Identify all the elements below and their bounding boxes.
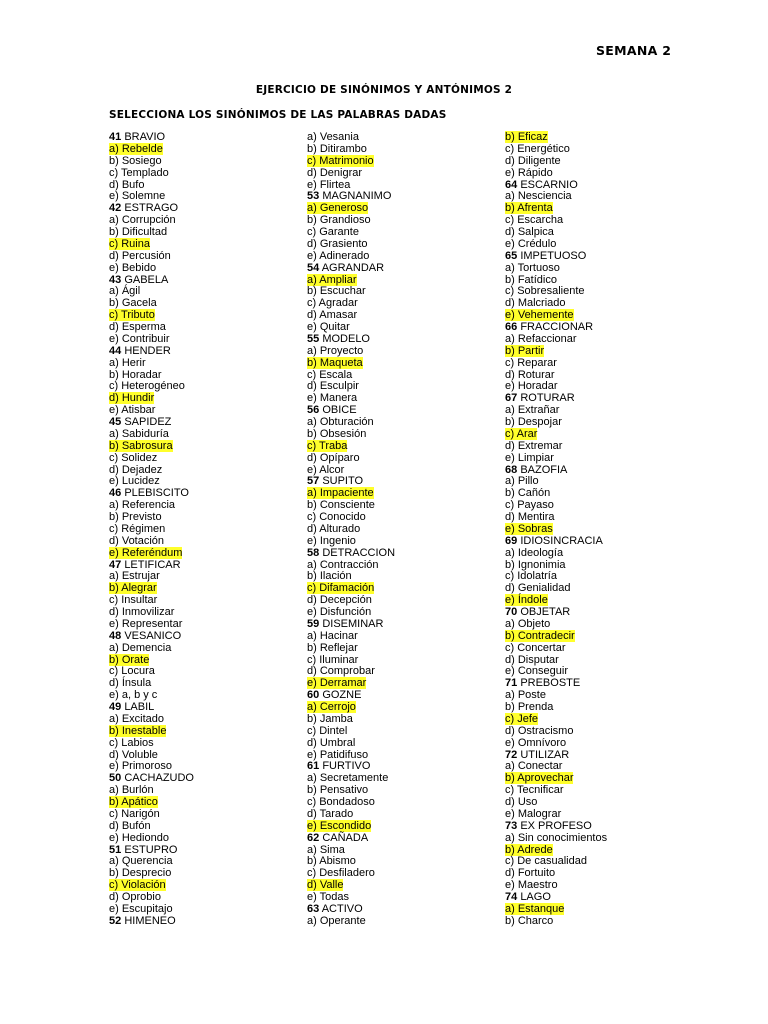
question-number: 41 [109, 131, 122, 143]
option-text: d) Denigrar [307, 166, 363, 179]
question-number: 73 [505, 819, 518, 832]
option-text: c) Escarcha [505, 214, 564, 227]
option-text: d) Roturar [505, 368, 555, 381]
option-text: a) Estanque [505, 902, 565, 915]
option-text: c) Garante [307, 226, 359, 238]
question-word: OBICE [322, 404, 357, 417]
question-heading [307, 263, 395, 275]
question-number: 67 [505, 392, 518, 405]
option-text: e) Todas [307, 891, 349, 903]
answer-option [109, 714, 194, 726]
option-text: b) Adrede [505, 843, 553, 856]
option-text: b) Fatídico [505, 273, 557, 286]
option-text: b) Jamba [307, 712, 353, 725]
option-text: a) Proyecto [307, 344, 364, 357]
question-number: 57 [307, 475, 320, 488]
question-number: 72 [505, 748, 518, 761]
option-text: a) Demencia [109, 641, 172, 654]
option-text: a) Operante [307, 914, 366, 927]
option-text: e) Limpiar [505, 451, 554, 464]
option-text: b) Partir [505, 344, 545, 357]
option-text: b) Charco [505, 914, 554, 927]
option-text: a) Ideología [505, 546, 564, 559]
option-text: d) Percusión [109, 249, 171, 262]
option-text: d) Inmovilizar [109, 606, 175, 618]
question-word: GABELA [124, 273, 169, 286]
answer-option [307, 916, 395, 928]
option-text: c) Agradar [307, 297, 358, 310]
question-number: 46 [109, 487, 122, 500]
option-text: e) Patidifuso [307, 748, 369, 761]
question-word: ESTRAGO [124, 202, 179, 215]
question-word: SAPIDEZ [124, 416, 172, 428]
question-number: 71 [505, 677, 518, 690]
option-text: c) De casualidad [505, 855, 587, 868]
option-text: c) Payaso [505, 499, 554, 512]
option-text: b) Orate [109, 653, 150, 666]
option-text: d) Umbral [307, 736, 356, 749]
option-text: a) Secretamente [307, 772, 389, 785]
question-number: 53 [307, 190, 320, 203]
option-text: e) Sobras [505, 522, 553, 535]
answer-option [307, 144, 395, 156]
question-number: 52 [109, 914, 122, 927]
question-number: 65 [505, 249, 518, 262]
answer-option [505, 916, 607, 928]
option-text: e) a, b y c [109, 689, 158, 702]
option-text: b) Ignonimia [505, 558, 566, 571]
question-word: SUPITO [322, 475, 364, 488]
option-text: e) Omnívoro [505, 736, 567, 749]
option-text: e) Disfunción [307, 606, 372, 618]
option-text: b) Contradecir [505, 629, 575, 642]
option-text: a) Nesciencia [505, 190, 572, 203]
option-text: b) Aprovechar [505, 772, 574, 785]
option-text: c) Insultar [109, 594, 158, 607]
option-text: b) Maqueta [307, 356, 363, 369]
option-text: b) Cañón [505, 487, 551, 500]
option-text: d) Comprobar [307, 665, 375, 678]
option-text: b) Gacela [109, 297, 157, 310]
option-text: c) Régimen [109, 522, 166, 535]
option-text: d) Valle [307, 879, 344, 892]
option-text: d) Disputar [505, 653, 559, 666]
question-word: PLEBISCITO [124, 487, 189, 500]
worksheet-title: EJERCICIO DE SINÓNIMOS Y ANTÓNIMOS 2 [255, 84, 513, 96]
option-text: b) Consciente [307, 499, 375, 512]
option-text: a) Objeto [505, 617, 551, 630]
question-word: VESANICO [124, 629, 182, 642]
question-word: ACTIVO [321, 902, 363, 915]
question-number: 59 [307, 617, 320, 630]
option-text: e) Horadar [505, 380, 558, 393]
option-text: a) Corrupción [109, 214, 176, 227]
option-text: e) Escondido [307, 819, 372, 832]
week-label: SEMANA 2 [596, 43, 672, 58]
question-number: 61 [307, 760, 320, 773]
option-text: d) Bufón [109, 819, 151, 832]
question-number: 51 [109, 843, 122, 856]
option-text: b) Ditirambo [307, 142, 367, 155]
option-text: c) Labios [109, 736, 154, 749]
option-text: a) Ágil [109, 285, 141, 298]
question-word: EX PROFESO [520, 819, 592, 832]
answer-option [109, 429, 194, 441]
question-number: 47 [109, 558, 122, 571]
question-word: MODELO [322, 332, 370, 345]
question-number: 48 [109, 629, 122, 642]
answer-option [109, 643, 194, 655]
option-text: d) Salpica [505, 226, 554, 238]
question-word: HIMENEO [124, 914, 176, 927]
instruction-heading: SELECCIONA LOS SINÓNIMOS DE LAS PALABRAS DADAS [109, 109, 447, 121]
option-text: e) Maestro [505, 879, 558, 892]
question-word: DISEMINAR [322, 617, 384, 630]
option-text: e) Índole [505, 594, 548, 607]
option-text: d) Oprobio [109, 891, 161, 903]
option-text: c) Bondadoso [307, 796, 375, 808]
question-word: UTILIZAR [520, 748, 570, 761]
option-text: e) Manera [307, 392, 358, 405]
option-text: d) Votación [109, 534, 165, 547]
option-text: c) Ruina [109, 237, 150, 250]
option-text: e) Referéndum [109, 546, 183, 559]
option-text: e) Alcor [307, 463, 345, 476]
answer-option [307, 346, 395, 358]
option-text: d) Decepción [307, 594, 372, 607]
option-text: e) Adinerado [307, 249, 370, 262]
option-text: a) Generoso [307, 202, 369, 215]
option-text: b) Eficaz [505, 131, 548, 143]
option-text: c) Locura [109, 665, 155, 678]
question-number: 55 [307, 332, 320, 345]
option-text: c) Conocido [307, 511, 366, 523]
option-text: c) Sobresaliente [505, 285, 585, 298]
question-word: CACHAZUDO [124, 772, 194, 785]
option-text: d) Voluble [109, 748, 158, 761]
option-text: a) Estrujar [109, 570, 160, 583]
question-number: 45 [109, 416, 122, 428]
option-text: e) Quitar [307, 321, 350, 333]
option-text: c) Traba [307, 439, 348, 452]
option-text: b) Grandioso [307, 214, 371, 227]
question-word: IDIOSINCRACIA [520, 534, 603, 547]
question-word: CAÑADA [322, 831, 369, 844]
option-text: a) Hacinar [307, 629, 358, 642]
option-text: a) Ampliar [307, 273, 357, 286]
question-word: ESCARNIO [520, 178, 578, 191]
option-text: e) Atisbar [109, 404, 156, 417]
question-number: 50 [109, 772, 122, 785]
option-text: e) Malograr [505, 807, 562, 820]
option-text: e) Escupitajo [109, 902, 173, 915]
option-text: c) Tecnificar [505, 784, 564, 797]
answer-option [505, 619, 607, 631]
option-text: a) Contracción [307, 558, 379, 571]
option-text: b) Inestable [109, 724, 167, 737]
question-number: 60 [307, 689, 320, 702]
option-text: d) Amasar [307, 309, 358, 322]
question-number: 68 [505, 463, 518, 476]
option-text: a) Sima [307, 843, 345, 856]
option-text: a) Obturación [307, 416, 374, 428]
option-text: d) Bufo [109, 178, 145, 191]
option-text: b) Sabrosura [109, 439, 173, 452]
option-text: a) Burlón [109, 784, 154, 797]
question-number: 58 [307, 546, 320, 559]
question-word: LABIL [124, 701, 155, 713]
option-text: b) Previsto [109, 511, 162, 523]
column-1 [109, 132, 194, 928]
answer-option [307, 809, 395, 821]
option-text: d) Tarado [307, 807, 354, 820]
question-number: 44 [109, 344, 122, 357]
option-text: d) Dejadez [109, 463, 163, 476]
option-text: c) Matrimonio [307, 154, 374, 167]
option-text: c) Iluminar [307, 653, 359, 666]
answer-option [505, 833, 607, 845]
option-text: a) Cerrojo [307, 701, 356, 713]
question-number: 42 [109, 202, 122, 215]
option-text: b) Ilación [307, 570, 352, 583]
option-text: c) Jefe [505, 712, 539, 725]
question-word: AGRANDAR [321, 261, 385, 274]
option-text: c) Arar [505, 427, 538, 440]
option-text: e) Hediondo [109, 831, 169, 844]
option-text: a) Vesania [307, 131, 359, 143]
option-text: b) Pensativo [307, 784, 369, 797]
option-text: e) Conseguir [505, 665, 568, 678]
question-word: GOZNE [322, 689, 362, 702]
question-number: 70 [505, 606, 518, 618]
question-word: OBJETAR [520, 606, 571, 618]
option-text: b) Sosiego [109, 154, 162, 167]
option-text: d) Alturado [307, 522, 361, 535]
question-number: 69 [505, 534, 518, 547]
question-word: IMPETUOSO [520, 249, 587, 262]
option-text: d) Extremar [505, 439, 563, 452]
option-text: c) Difamación [307, 582, 375, 595]
option-text: e) Solemne [109, 190, 166, 203]
question-number: 56 [307, 404, 320, 417]
answer-option [307, 429, 395, 441]
option-text: c) Reparar [505, 356, 557, 369]
option-text: b) Despojar [505, 416, 562, 428]
question-word: PREBOSTE [520, 677, 581, 690]
option-text: e) Flirtea [307, 178, 351, 191]
option-text: b) Escuchar [307, 285, 366, 298]
option-text: e) Vehemente [505, 309, 574, 322]
option-text: c) Dintel [307, 724, 348, 737]
option-text: e) Contribuir [109, 332, 170, 345]
answer-option [109, 536, 194, 548]
option-text: a) Poste [505, 689, 546, 702]
option-text: c) Solidez [109, 451, 158, 464]
option-text: a) Refaccionar [505, 332, 577, 345]
option-text: c) Desfiladero [307, 867, 375, 880]
question-number: 62 [307, 831, 320, 844]
question-word: BRAVIO [124, 131, 166, 143]
option-text: a) Pillo [505, 475, 539, 488]
option-text: a) Conectar [505, 760, 563, 773]
column-3 [505, 132, 607, 928]
question-word: ESTUPRO [124, 843, 178, 856]
question-number: 43 [109, 273, 122, 286]
option-text: e) Rápido [505, 166, 553, 179]
answer-option [505, 334, 607, 346]
question-word: HENDER [124, 344, 171, 357]
option-text: d) Mentira [505, 511, 555, 523]
option-text: d) Genialidad [505, 582, 571, 595]
option-text: a) Herir [109, 356, 146, 369]
question-word: LAGO [520, 891, 551, 903]
option-text: d) Esperma [109, 321, 166, 333]
option-text: c) Violación [109, 879, 166, 892]
option-text: c) Narigón [109, 807, 160, 820]
option-text: e) Lucidez [109, 475, 160, 488]
option-text: b) Desprecio [109, 867, 172, 880]
option-text: a) Rebelde [109, 142, 163, 155]
column-2 [307, 132, 395, 928]
option-text: a) Tortuoso [505, 261, 560, 274]
option-text: a) Querencia [109, 855, 173, 868]
question-number: 66 [505, 321, 518, 333]
option-text: b) Reflejar [307, 641, 358, 654]
option-text: b) Abismo [307, 855, 356, 868]
question-word: DETRACCION [322, 546, 396, 559]
option-text: b) Alegrar [109, 582, 157, 595]
option-text: b) Obsesión [307, 427, 367, 440]
option-text: c) Energético [505, 142, 570, 155]
question-heading [109, 916, 194, 928]
question-word: LETIFICAR [124, 558, 181, 571]
option-text: d) Esculpir [307, 380, 359, 393]
question-word: MAGNANIMO [322, 190, 392, 203]
option-text: d) Uso [505, 796, 538, 808]
option-text: a) Extrañar [505, 404, 560, 417]
option-text: c) Tributo [109, 309, 155, 322]
option-text: d) Hundir [109, 392, 155, 405]
option-text: d) Malcriado [505, 297, 566, 310]
question-number: 49 [109, 701, 122, 713]
question-number: 74 [505, 891, 518, 903]
question-number: 54 [307, 261, 320, 274]
option-text: c) Heterogéneo [109, 380, 185, 393]
question-word: BAZOFIA [520, 463, 568, 476]
option-text: d) Ostracismo [505, 724, 574, 737]
option-text: d) Grasiento [307, 237, 368, 250]
option-text: c) Templado [109, 166, 169, 179]
option-text: b) Dificultad [109, 226, 168, 238]
option-text: c) Concertar [505, 641, 566, 654]
option-text: a) Excitado [109, 712, 165, 725]
option-text: b) Apático [109, 796, 158, 808]
option-text: e) Primoroso [109, 760, 172, 773]
option-text: c) Idolatría [505, 570, 557, 583]
option-text: d) Opíparo [307, 451, 360, 464]
option-text: b) Prenda [505, 701, 554, 713]
option-text: d) Fortuito [505, 867, 556, 880]
option-text: e) Bebido [109, 261, 157, 274]
option-text: a) Referencia [109, 499, 176, 512]
option-text: e) Crédulo [505, 237, 557, 250]
question-number: 64 [505, 178, 518, 191]
option-text: e) Ingenio [307, 534, 356, 547]
option-text: a) Sin conocimientos [505, 831, 608, 844]
option-text: d) Diligente [505, 154, 561, 167]
option-text: c) Escala [307, 368, 353, 381]
option-text: b) Horadar [109, 368, 162, 381]
option-text: b) Afrenta [505, 202, 553, 215]
option-text: e) Derramar [307, 677, 367, 690]
question-word: FURTIVO [322, 760, 371, 773]
option-text: a) Sabiduría [109, 427, 169, 440]
question-word: FRACCIONAR [520, 321, 594, 333]
option-text: a) Impaciente [307, 487, 374, 500]
question-word: ROTURAR [520, 392, 575, 405]
option-text: e) Representar [109, 617, 183, 630]
option-text: d) Ínsula [109, 677, 152, 690]
question-number: 63 [307, 902, 320, 915]
